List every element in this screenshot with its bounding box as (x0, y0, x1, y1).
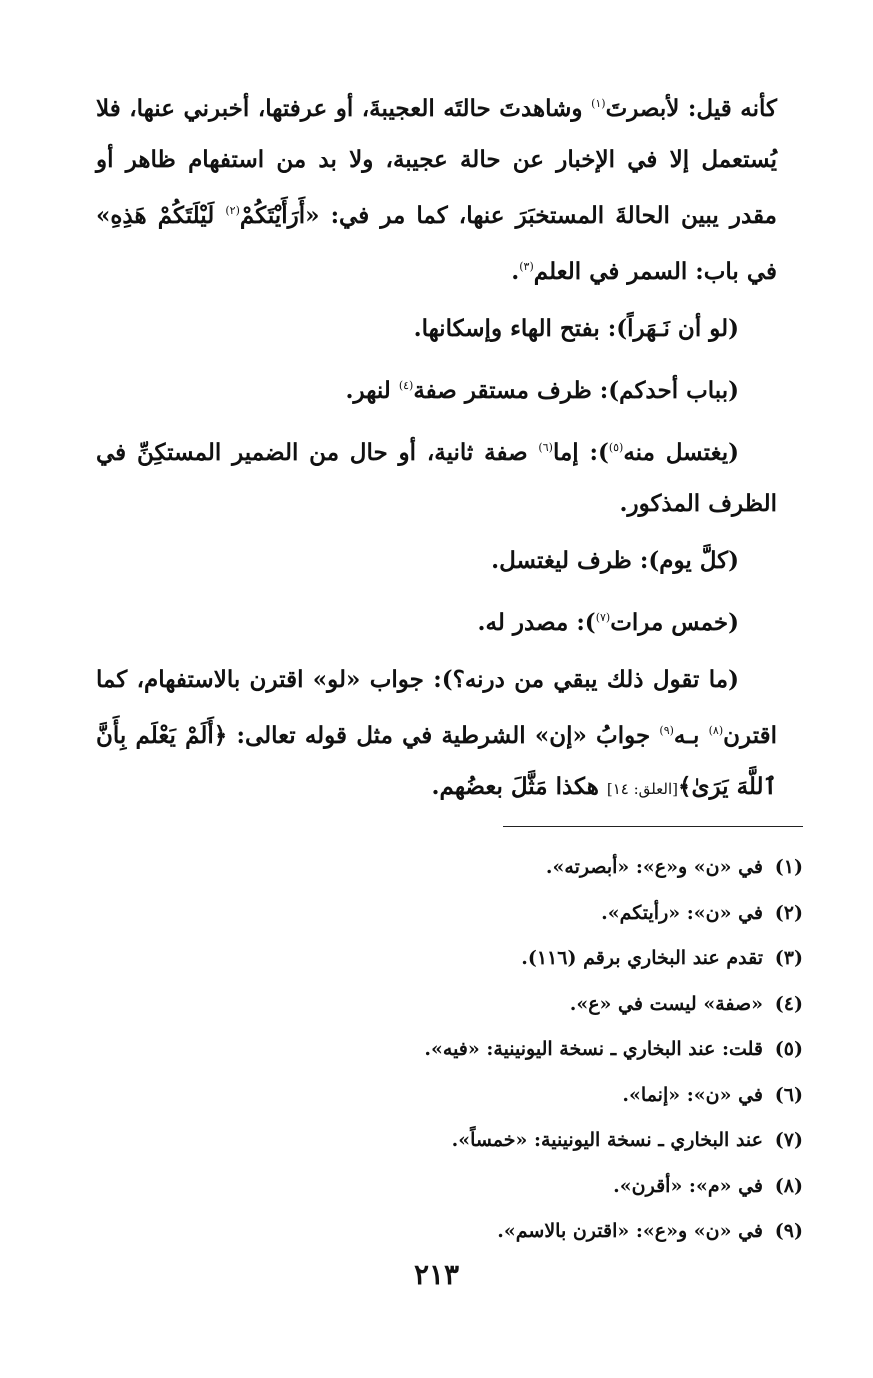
footnote-ref-8[interactable]: (٨) (708, 724, 724, 737)
footnote-7 (96, 1118, 803, 1164)
footnote-number: (٢) (774, 901, 803, 924)
footnote-number: (١) (774, 856, 803, 878)
text-run: . (511, 258, 520, 285)
footnote-text: قلت: عند البخاري ـ نسخة اليونينية: «فيه». (424, 1038, 763, 1060)
text-run: جوابُ «إن» الشرطية في مثل قوله تعالى: ﴿أَلَمْ يَعْلَم بِأَنَّ ٱللَّهَ يَرَىٰ﴾ (96, 722, 777, 800)
paragraph-4 (96, 422, 777, 529)
text-run: بـه (673, 722, 709, 749)
footnote-number: (٨) (774, 1174, 803, 1197)
footnote-text: في «ن»: «إنما». (622, 1083, 763, 1106)
text-run: ): إما (552, 439, 609, 466)
footnote-ref-1[interactable]: (١) (591, 97, 606, 110)
text-run: لَيْلَتَكُمْ هَذِهِ» في باب: السمر في العلم (96, 202, 777, 285)
footnote-separator (503, 826, 803, 827)
footnote-ref-4[interactable]: (٤) (398, 379, 414, 392)
footnote-ref-5[interactable]: (٥) (608, 441, 624, 454)
text-run: كأنه قيل: لأبصرتَ (605, 95, 777, 122)
text-run: ): مصدر له. (477, 609, 596, 636)
paragraph-7 (96, 654, 777, 815)
text-run: (بباب أحدكم): ظرف مستقر صفة (413, 377, 739, 404)
footnote-8 (96, 1164, 803, 1210)
footnote-5 (96, 1027, 803, 1073)
footnote-1 (96, 845, 803, 891)
footnote-9 (96, 1209, 803, 1255)
footnote-ref-9[interactable]: (٩) (659, 724, 674, 737)
footnote-4 (96, 982, 803, 1028)
text-run: لنهر. (345, 377, 399, 404)
main-text (96, 78, 777, 815)
footnote-number: (٥) (774, 1038, 803, 1060)
footnote-3 (96, 936, 803, 982)
text-run: (خمس مرات (610, 609, 739, 636)
paragraph-6 (96, 592, 777, 648)
footnote-6 (96, 1073, 803, 1119)
page-number: ٢١٣ (413, 1258, 460, 1291)
text-run: وشاهدتَ حالتَه العجيبةَ، أو عرفتها، أخبرني عنها، فلا يُستعمل إلا في الإخبار عن حالة عجيبة، ولا بد من استفهام ظاهر أو مقدر يبين الحالةَ المستخبَرَ عنها، كما مر في: «أَرَأَيْتَكُمْ (96, 95, 778, 229)
footnote-text: «صفة» ليست في «ع». (569, 992, 763, 1015)
footnote-ref-2[interactable]: (٢) (225, 204, 240, 217)
text-run: هكذا مَثَّلَ بعضُهم. (431, 773, 607, 800)
text-run: (ما تقول ذلك يبقي من درنه؟): جواب «لو» اقترن بالاستفهام، كما اقترن (96, 666, 778, 749)
paragraph-5: (كلَّ يوم): ظرف ليغتسل. (491, 547, 739, 574)
footnote-ref-6[interactable]: (٦) (538, 441, 553, 454)
footnote-2 (96, 891, 803, 937)
footnote-text: عند البخاري ـ نسخة اليونينية: «خمساً». (451, 1129, 763, 1151)
footnote-number: (٣) (774, 947, 803, 969)
footnotes-list (96, 845, 803, 1255)
footnote-number: (٦) (774, 1083, 803, 1106)
footnote-ref-3[interactable]: (٣) (519, 260, 534, 273)
footnote-number: (٩) (774, 1220, 803, 1242)
text-run: صفة ثانية، أو حال من الضمير المستكِنِّ في الظرف المذكور. (96, 439, 777, 517)
paragraph-1 (96, 78, 777, 297)
paragraph-2: (لو أن نَـهَراً): بفتح الهاء وإسكانها. (413, 315, 739, 342)
quran-citation: [العلق: ١٤] (606, 780, 678, 798)
footnote-number: (٤) (774, 992, 803, 1015)
text-run: (يغتسل منه (623, 439, 739, 466)
footnote-ref-7[interactable]: (٧) (595, 611, 611, 624)
footnote-text: في «م»: «أقرن». (613, 1174, 763, 1197)
footnote-text: في «ن» و«ع»: «أبصرته». (545, 856, 763, 878)
footnote-text: تقدم عند البخاري برقم (١١٦). (521, 947, 763, 969)
paragraph-3 (96, 360, 777, 416)
footnote-text: في «ن»: «رأيتكم». (601, 901, 763, 924)
footnote-text: في «ن» و«ع»: «اقترن بالاسم». (497, 1220, 763, 1242)
footnote-number: (٧) (774, 1129, 803, 1151)
